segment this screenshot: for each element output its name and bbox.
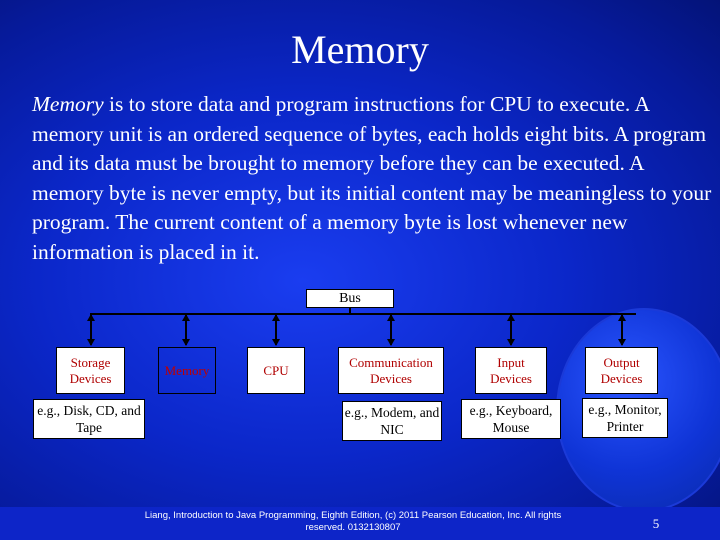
arrow-communication: [387, 314, 395, 321]
body-text: is to store data and program instructions for CPU to execute. A memory unit is an ordered sequence of bytes, each holds eight bits. A program and its data must be brought to memory before they can be executed. A memory byte is never empty, but its initial content may be meaningless to your program. The current content of a memory byte is lost whenever new information is placed in it.: [32, 92, 712, 264]
footer-citation: Liang, Introduction to Java Programming, Eighth Edition, (c) 2011 Pearson Education, Inc. All rights reserved. 0132130807: [144, 510, 562, 533]
bus-horizontal-line: [91, 313, 636, 315]
slide-title: Memory: [291, 27, 429, 72]
bus-label: Bus: [306, 289, 394, 308]
cpu-box: CPU: [247, 347, 305, 394]
output-devices-box: Output Devices: [585, 347, 658, 394]
communication-examples-box: e.g., Modem, and NIC: [342, 401, 442, 441]
arrow-input: [507, 314, 515, 321]
output-examples-box: e.g., Monitor, Printer: [582, 398, 668, 438]
communication-devices-box: Communication Devices: [338, 347, 444, 394]
bus-connector-line: [349, 307, 351, 314]
page-number: 5: [652, 516, 660, 531]
arrow-input-down: [507, 339, 515, 346]
arrow-cpu-down: [272, 339, 280, 346]
body-lead-term: Memory: [32, 92, 104, 116]
arrow-output-down: [618, 339, 626, 346]
body-paragraph: [32, 90, 712, 267]
arrow-cpu: [272, 314, 280, 321]
arrow-memory-down: [182, 339, 190, 346]
arrow-output: [618, 314, 626, 321]
memory-box: Memory: [158, 347, 216, 394]
arrow-communication-down: [387, 339, 395, 346]
storage-devices-box: Storage Devices: [56, 347, 125, 394]
arrow-storage: [87, 314, 95, 321]
input-devices-box: Input Devices: [475, 347, 547, 394]
input-examples-box: e.g., Keyboard, Mouse: [461, 399, 561, 439]
arrow-storage-down: [87, 339, 95, 346]
arrow-memory: [182, 314, 190, 321]
storage-examples-box: e.g., Disk, CD, and Tape: [33, 399, 145, 439]
